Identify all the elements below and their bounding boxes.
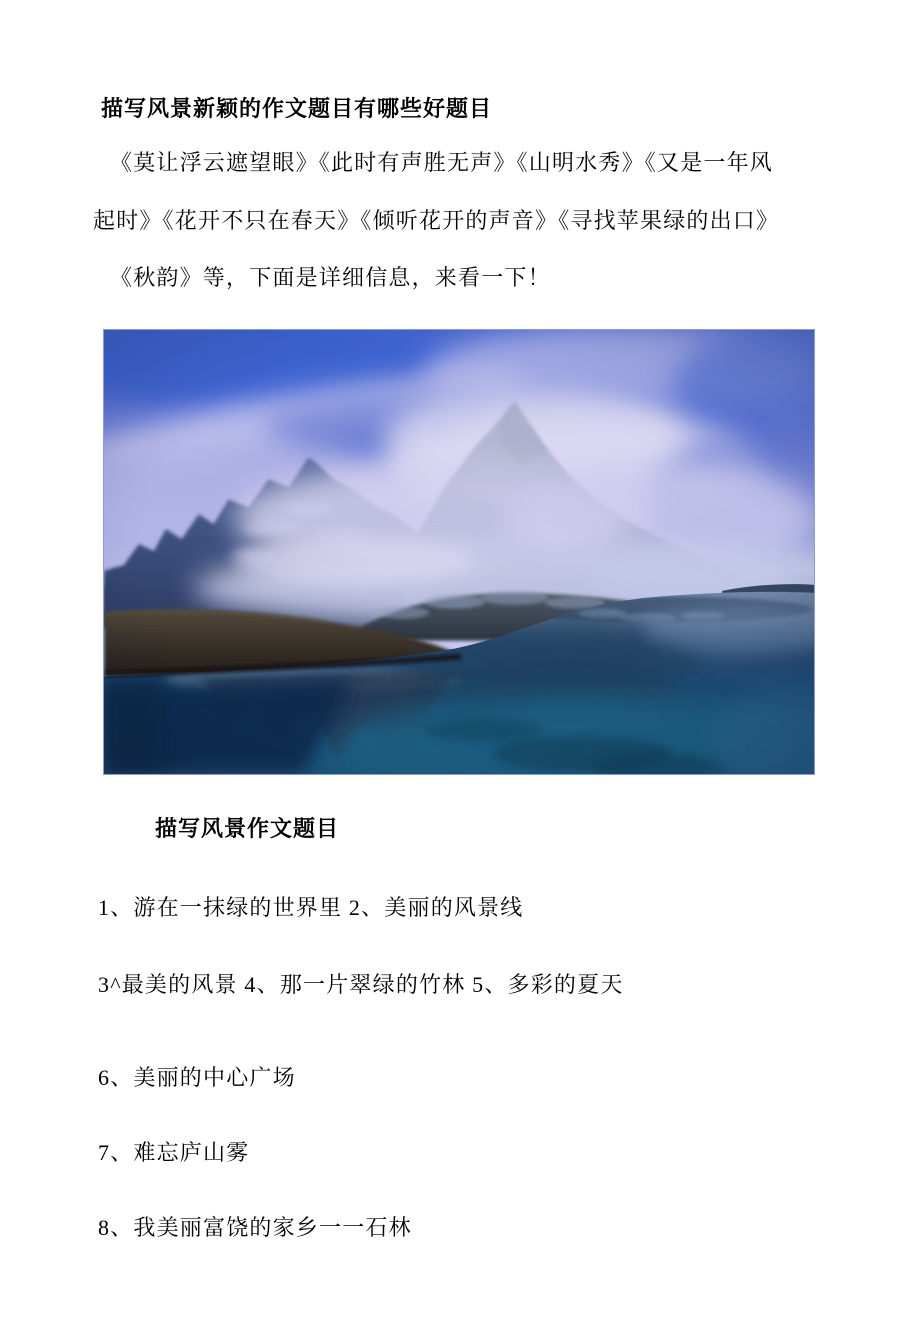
- intro-line-1: 《莫让浮云遮望眼》《此时有声胜无声》《山明水秀》《又是一年风: [110, 150, 774, 175]
- section-title: 描写风景作文题目: [155, 816, 340, 841]
- essay-title-line-2: 3^最美的风景 4、那一片翠绿的竹林 5、多彩的夏天: [98, 972, 624, 997]
- photo-vignette: [104, 330, 814, 774]
- intro-line-2: 起时》《花开不只在春天》《倾听花开的声音》《寻找苹果绿的出口》: [93, 208, 780, 233]
- landscape-photo: [103, 329, 815, 775]
- document-title: 描写风景新颖的作文题目有哪些好题目: [101, 96, 493, 121]
- essay-title-line-3: 6、美丽的中心广场: [98, 1065, 296, 1090]
- essay-title-line-4: 7、难忘庐山雾: [98, 1140, 250, 1165]
- essay-title-line-1: 1、游在一抹绿的世界里 2、美丽的风景线: [98, 895, 524, 920]
- intro-line-3: 《秋韵》等，下面是详细信息，来看一下！: [110, 265, 551, 290]
- essay-title-line-5: 8、我美丽富饶的家乡一一石林: [98, 1215, 412, 1240]
